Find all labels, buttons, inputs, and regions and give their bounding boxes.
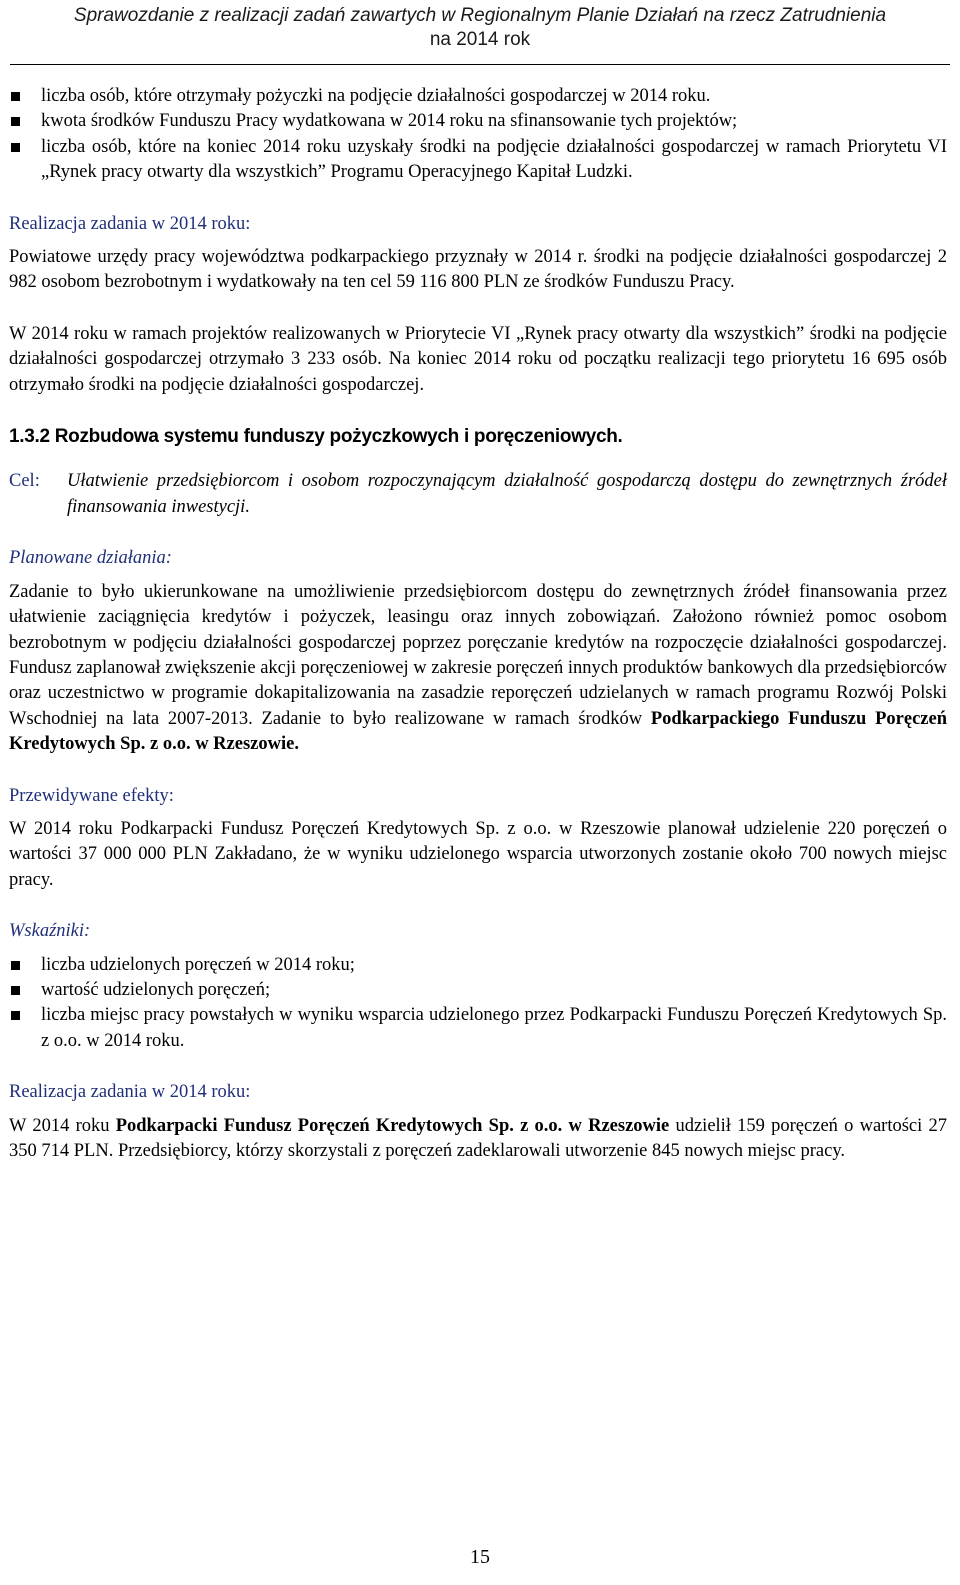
list-item: kwota środków Funduszu Pracy wydatkowana w 2014 roku na sfinansowanie tych projektów; xyxy=(9,109,947,134)
realizacja-paragraph-1: Powiatowe urzędy pracy województwa podkarpackiego przyznały w 2014 r. środki na podjęcie działalności gospodarczej 2 982 osobom bezrobotnym i wydatkowały na ten cel 59 116 800 PLN ze środków Funduszu Pracy. xyxy=(9,247,947,293)
page-number: 15 xyxy=(470,1546,490,1568)
page-body xyxy=(9,84,947,1164)
wskazniki-heading: Wskaźniki: xyxy=(9,921,91,942)
list-item: liczba osób, które na koniec 2014 roku uzyskały środki na podjęcie działalności gospodarczej w ramach Priorytetu VI „Rynek pracy otwarty dla wszystkich” Programu Operacyjnego Kapitał Ludzki. xyxy=(9,135,947,186)
realizacja-paragraph-2: W 2014 roku w ramach projektów realizowanych w Priorytecie VI „Rynek pracy otwarty dla wszystkich” środki na podjęcie działalności gospodarczej otrzymało 3 233 osób. Na koniec 2014 roku od początku realizacji tego priorytetu 16 695 osób otrzymało środki na podjęcie działalności gospodarczej. xyxy=(9,323,947,395)
goal-block xyxy=(9,469,947,520)
list-item: wartość udzielonych poręczeń; xyxy=(9,978,947,1003)
section-title: 1.3.2 Rozbudowa systemu funduszy pożyczkowych i poręczeniowych. xyxy=(9,426,623,448)
planowane-heading: Planowane działania: xyxy=(9,548,172,569)
goal-text: Ułatwienie przedsiębiorcom i osobom rozpoczynającym działalność gospodarczą dostępu do zewnętrznych źródeł finansowania inwestycji. xyxy=(67,471,947,517)
list-item: liczba osób, które otrzymały pożyczki na podjęcie działalności gospodarczej w 2014 roku. xyxy=(9,84,947,109)
realizacja-heading: Realizacja zadania w 2014 roku: xyxy=(9,213,251,234)
efekty-paragraph: W 2014 roku Podkarpacki Fundusz Poręczeń Kredytowych Sp. z o.o. w Rzeszowie planował udzielenie 220 poręczeń o wartości 37 000 000 PLN Zakładano, że w wyniku udzielonego wsparcia utworzonych zostanie około 700 nowych miejsc pracy. xyxy=(9,818,947,890)
realizacja-2-paragraph xyxy=(9,1114,947,1165)
list-item: liczba miejsc pracy powstałych w wyniku wsparcia udzielonego przez Podkarpacki Funduszu Poręczeń Kredytowych Sp. z o.o. w 2014 roku. xyxy=(9,1003,947,1054)
header-line-1: Sprawozdanie z realizacji zadań zawartych w Regionalnym Planie Działań na rzecz Zatrudnienia xyxy=(73,5,887,26)
realizacja-2-heading: Realizacja zadania w 2014 roku: xyxy=(9,1082,251,1103)
planowane-paragraph xyxy=(9,580,947,758)
running-header xyxy=(0,4,960,52)
planowane-text: Zadanie to było ukierunkowane na umożliwienie przedsiębiorcom dostępu do zewnętrznych źródeł finansowania przez ułatwienie zaciągnięcia kredytów i pożyczek, leasingu oraz innych zobowiązań. Założono również pomoc osobom bezrobotnym w podjęciu działalności gospodarczej poprzez poręczanie kredytów na rozpoczęcie działalności gospodarczej. Fundusz zaplanował zwiększenie akcji poręczeniowej w zakresie poręczeń innych produktów bankowych dla przedsiębiorców oraz uczestnictwo w programie dokapitalizowania na zasadzie reporęczeń udzielanych w ramach programu Rozwój Polski Wschodniej na lata 2007-2013. Zadanie to było realizowane w ramach środków xyxy=(9,581,947,729)
goal-label: Cel: xyxy=(9,471,40,492)
list-item: liczba udzielonych poręczeń w 2014 roku; xyxy=(9,953,947,978)
wskazniki-list xyxy=(9,953,947,1055)
efekty-heading: Przewidywane efekty: xyxy=(9,785,174,806)
top-bullet-list xyxy=(9,84,947,186)
realizacja-2-post: udzielił 159 poręczeń o wartości 27 350 714 PLN. Przedsiębiorcy, którzy skorzystali z poręczeń zadeklarowali utworzenie 845 nowych miejsc pracy. xyxy=(9,1115,947,1161)
header-line-2: na 2014 rok xyxy=(429,29,531,50)
realizacja-2-pre: W 2014 roku xyxy=(9,1115,116,1136)
planowane-text-bold: Podkarpackiego Funduszu Poręczeń Kredytowych Sp. z o.o. w Rzeszowie. xyxy=(9,708,947,755)
header-rule xyxy=(10,64,950,65)
realizacja-2-bold: Podkarpacki Fundusz Poręczeń Kredytowych Sp. z o.o. w Rzeszowie xyxy=(115,1115,670,1136)
